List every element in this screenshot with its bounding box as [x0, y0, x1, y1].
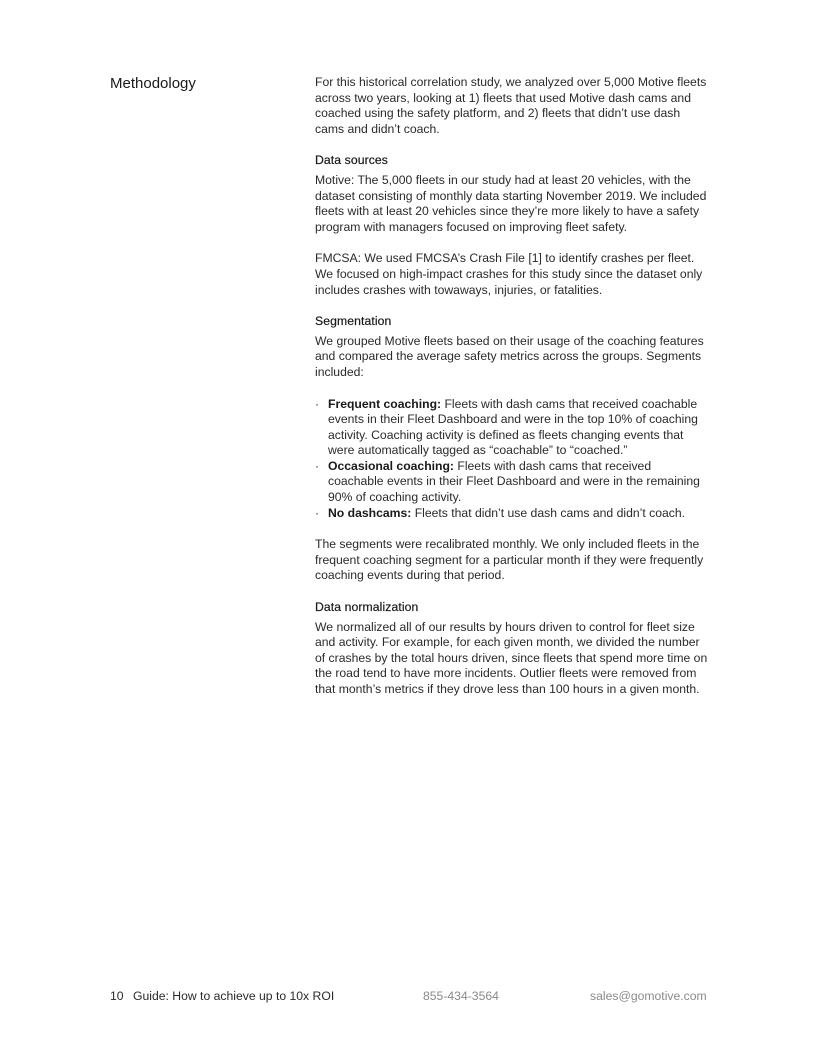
data-sources-heading: Data sources — [315, 153, 389, 168]
normalization-paragraph: We normalized all of our results by hours driven to control for fleet size and activity. For example, for each given month, we divided the number of crashes by the total hours driven, since fleets that spend more time on the road tend to have more incidents. Outlier fleets were removed from that month’s metrics if they drove less than 100 hours in a given month. — [315, 619, 708, 696]
bullet-icon: · — [315, 458, 320, 473]
motive-source-paragraph: Motive: The 5,000 fleets in our study had at least 20 vehicles, with the dataset consisting of monthly data starting November 2019. We included fleets with at least 20 vehicles since they’re more likely to have a safety program with managers focused on improving fleet safety. — [315, 172, 707, 234]
segment-item-no-dashcams — [315, 506, 710, 522]
intro-paragraph: For this historical correlation study, we analyzed over 5,000 Motive fleets across two years, looking at 1) fleets that used Motive dash cams and coached using the safety platform, and 2) fleets that didn’t use dash cams and didn’t coach. — [315, 75, 707, 136]
bullet-icon: · — [315, 396, 320, 411]
segment-item-frequent — [315, 397, 710, 459]
segment-text: Fleets with dash cams that received coachable events in their Fleet Dashboard and were in the top 10% of coaching activity. Coaching activity is defined as fleets changing events that were automatically tagged as “coachable” to “coached.” — [328, 396, 698, 458]
guide-title: Guide: How to achieve up to 10x ROI — [133, 989, 335, 1003]
segmentation-intro: We grouped Motive fleets based on their usage of the coaching features and compared the average safety metrics across the groups. Segments included: — [315, 333, 704, 379]
email-address: sales@gomotive.com — [590, 989, 707, 1003]
segment-text: Fleets that didn’t use dash cams and didn’t coach. — [411, 505, 686, 520]
main-content — [315, 75, 710, 714]
segmentation-heading: Segmentation — [315, 314, 392, 329]
segment-label: No dashcams: — [328, 505, 412, 520]
segment-label: Frequent coaching: — [328, 396, 442, 411]
phone-number: 855-434-3564 — [423, 989, 499, 1003]
normalization-heading: Data normalization — [315, 600, 419, 615]
fmcsa-source-paragraph: FMCSA: We used FMCSA’s Crash File [1] to identify crashes per fleet. We focused on high-impact crashes for this study since the dataset only includes crashes with towaways, injuries, or fatalities. — [315, 251, 703, 297]
page-number: 10 — [110, 989, 124, 1003]
segment-list — [315, 397, 710, 522]
segment-item-occasional — [315, 459, 710, 506]
bullet-icon: · — [315, 505, 320, 520]
recalibration-paragraph: The segments were recalibrated monthly. We only included fleets in the frequent coaching segment for a particular month if they were frequently coaching events during that period. — [315, 537, 704, 583]
segment-label: Occasional coaching: — [328, 458, 454, 473]
segment-text: Fleets with dash cams that received coachable events in their Fleet Dashboard and were in the remaining 90% of coaching activity. — [328, 458, 700, 505]
section-title: Methodology — [110, 75, 196, 92]
